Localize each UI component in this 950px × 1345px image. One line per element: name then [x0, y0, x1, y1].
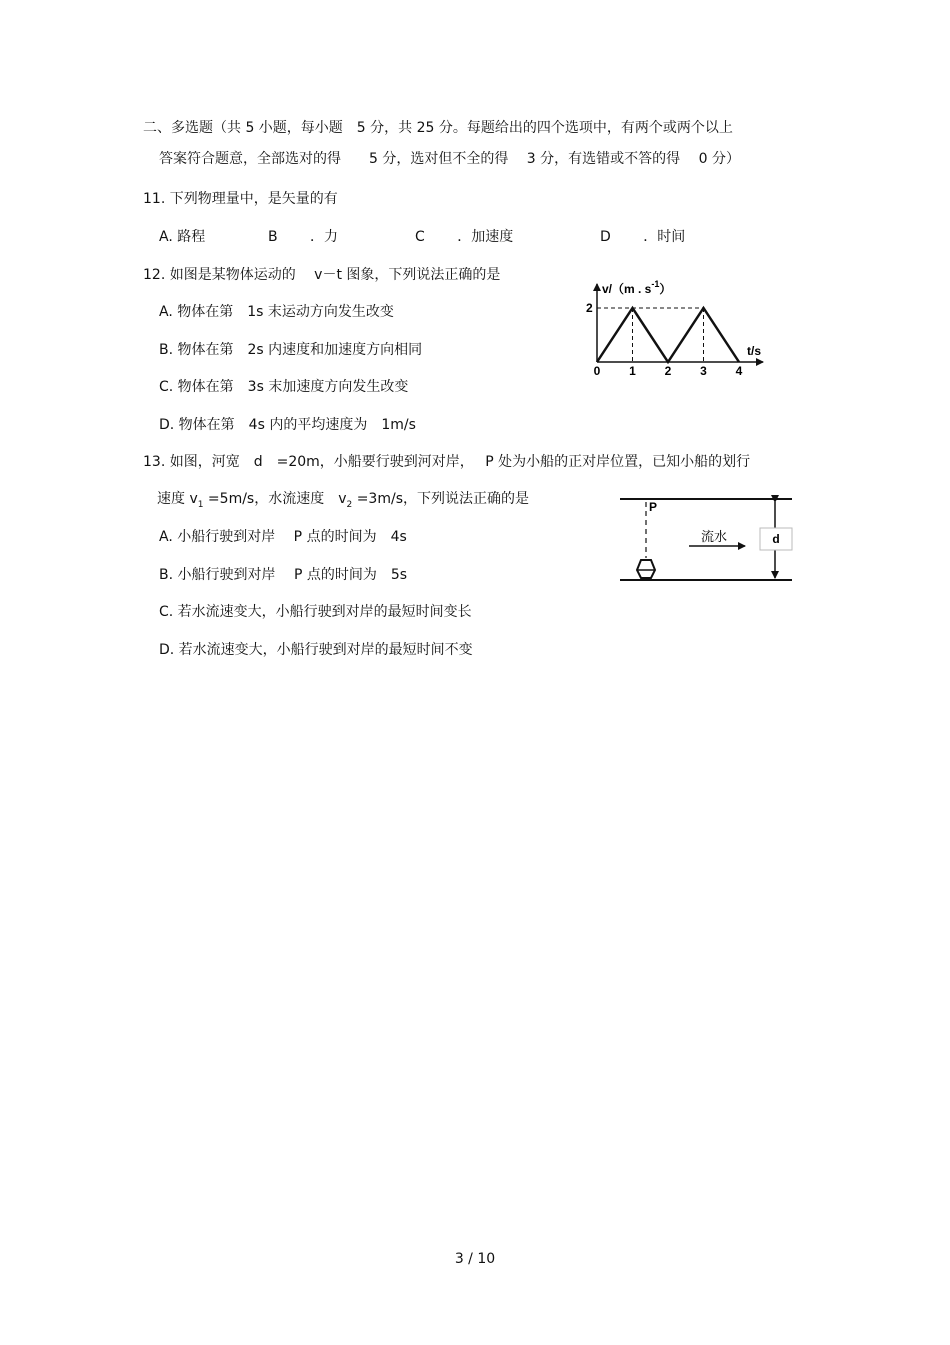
q12-option-a: A. 物体在第 1s 末运动方向发生改变 [159, 304, 394, 320]
q13-option-b: B. 小船行驶到对岸 P 点的时间为 5s [159, 567, 408, 583]
q11-stem: 11. 下列物理量中，是矢量的有 [143, 191, 338, 207]
q13-option-c: C. 若水流速变大，小船行驶到对岸的最短时间变长 [159, 604, 472, 620]
q11-option-d: D ．时间 [600, 229, 686, 245]
river-flow-label: 流水 [701, 529, 728, 544]
q13-option-a: A. 小船行驶到对岸 P 点的时间为 4s [159, 529, 407, 545]
river-diagram [615, 490, 800, 590]
q12-option-b: B. 物体在第 2s 内速度和加速度方向相同 [159, 342, 423, 358]
q13-stem-line2: 速度 $v_1 =5m/s$，水流速度 $v_2 =3m/s$，下列说法正确的是 [157, 491, 529, 510]
vt-graph [580, 274, 780, 384]
vt-x-tick: 0 [593, 364, 601, 378]
section-header-line1: 二、多选题（共 5 小题，每小题 5 分，共 25 分。每题给出的四个选项中，有两个或两个以上 [143, 120, 733, 136]
page-number: 3 / 10 [454, 1251, 496, 1267]
q12-option-d: D. 物体在第 4s 内的平均速度为 1m/s [159, 417, 416, 433]
river-width-label: d [772, 532, 780, 546]
q11-option-c: C ．加速度 [415, 229, 514, 245]
q11-option-a: A. 路程 [159, 229, 206, 245]
vt-x-tick: 1 [629, 364, 636, 378]
q12-stem: 12. 如图是某物体运动的 v－t 图象，下列说法正确的是 [143, 267, 501, 283]
river-point-p: P [649, 500, 658, 514]
vt-series-line [597, 308, 739, 362]
q13-option-d: D. 若水流速变大，小船行驶到对岸的最短时间不变 [159, 642, 473, 658]
vt-x-tick: 3 [700, 364, 707, 378]
section-header-line2: 答案符合题意，全部选对的得 5 分，选对但不全的得 3 分，有选错或不答的得 0 分） [159, 151, 740, 167]
vt-x-tick: 4 [735, 364, 743, 378]
q12-option-c: C. 物体在第 3s 末加速度方向发生改变 [159, 379, 409, 395]
vt-x-axis-label: t/s [747, 344, 762, 358]
boat-icon [637, 560, 655, 578]
vt-x-tick: 2 [664, 364, 672, 378]
vt-y-tick-2: 2 [586, 301, 593, 315]
vt-y-axis-label: v/（m . $s^{-1}$） [602, 279, 672, 296]
q11-option-b: B ．力 [268, 229, 339, 245]
q13-stem-line1: 13. 如图，河宽 d =20m，小船要行驶到河对岸， P 处为小船的正对岸位置，已知小船的划行 [143, 454, 751, 470]
